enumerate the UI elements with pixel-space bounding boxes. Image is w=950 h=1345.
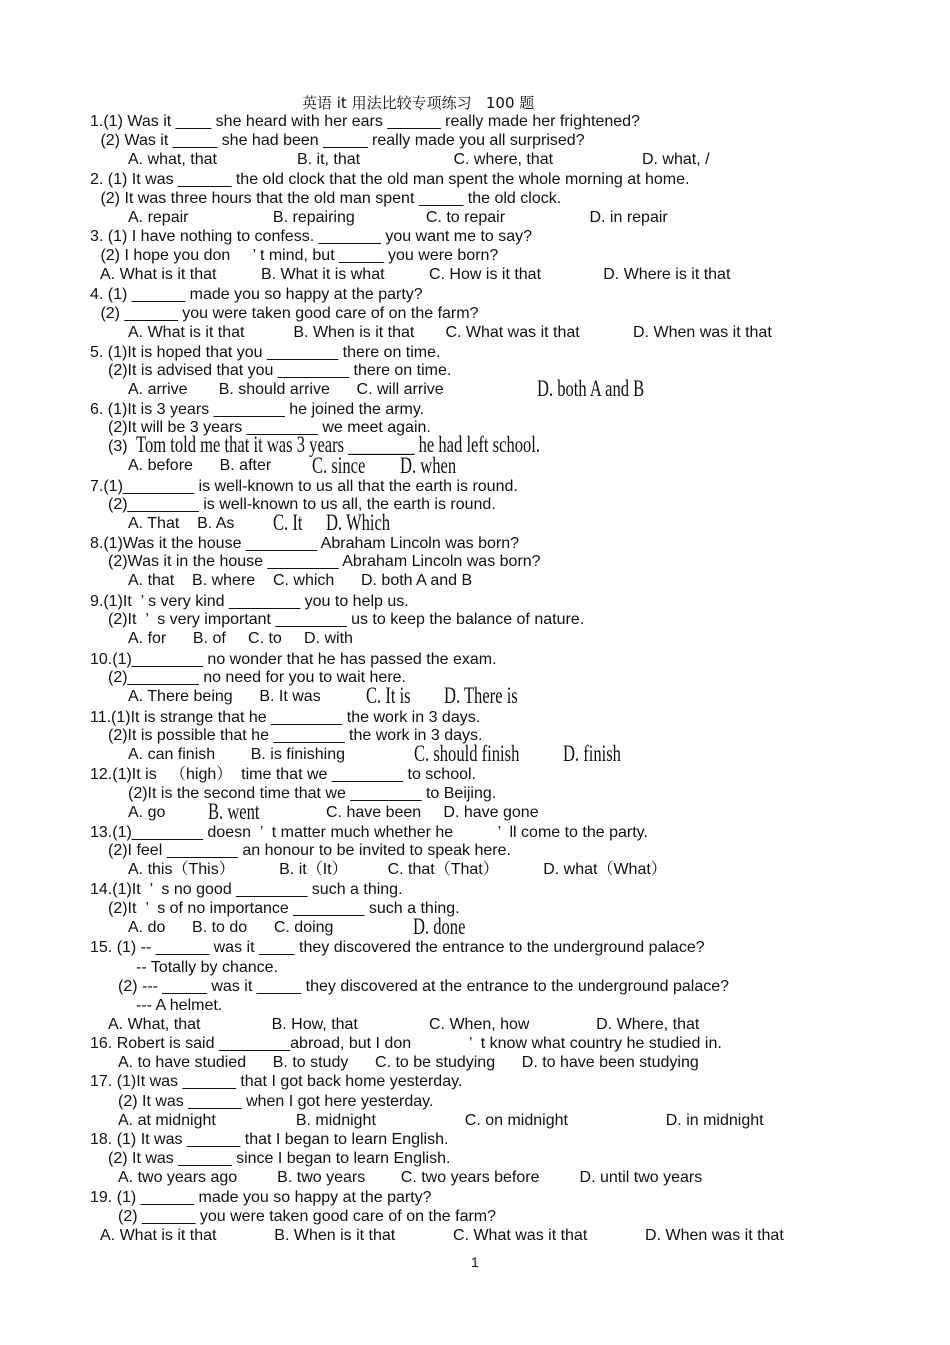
q18-options: A. two years ago B. two years C. two years before D. until two years — [118, 1169, 703, 1186]
q6-option-d-handwritten: D. when — [400, 453, 457, 478]
q7-line2: (2)________ is well-known to us all, the earth is round. — [108, 496, 496, 513]
q10-option-c-handwritten: C. It is — [366, 683, 411, 708]
q4-options: A. What is it that B. When is it that C. What was it that D. When was it that — [128, 324, 772, 341]
q14-line1: 14.(1)It ’ s no good ________ such a thing. — [90, 881, 403, 898]
q4-line2: (2) ______ you were taken good care of on the farm? — [96, 305, 479, 322]
q15-line2: (2) --- _____ was it _____ they discovered at the entrance to the underground palace? — [118, 978, 730, 995]
q4-line1: 4. (1) ______ made you so happy at the party? — [90, 286, 423, 303]
q15-answer2: --- A helmet. — [136, 997, 223, 1014]
q6-option-c-handwritten: C. since — [312, 453, 366, 478]
q9-options: A. for B. of C. to D. with — [128, 630, 353, 647]
q7-option-c-handwritten: C. It — [273, 510, 303, 535]
q12-options-cd: C. have been D. have gone — [326, 804, 539, 821]
q15-answer1: -- Totally by chance. — [136, 959, 278, 976]
q5-line1: 5. (1)It is hoped that you ________ there on time. — [90, 344, 441, 361]
q8-options: A. that B. where C. which D. both A and B — [128, 572, 473, 589]
q16-options: A. to have studied B. to study C. to be studying D. to have been studying — [118, 1054, 699, 1071]
q13-line1: 13.(1)________ doesn ’ t matter much whether he ’ ll come to the party. — [90, 824, 648, 841]
q7-option-d-handwritten: D. Which — [326, 510, 391, 535]
q9-line2: (2)It ’ s very important ________ us to keep the balance of nature. — [108, 611, 585, 628]
q17-options: A. at midnight B. midnight C. on midnight D. in midnight — [118, 1112, 764, 1129]
q5-options: A. arrive B. should arrive C. will arrive — [128, 381, 444, 398]
q13-options: A. this（This） B. it（It） C. that（That） D. what（What） — [128, 861, 667, 878]
q6-line1: 6. (1)It is 3 years ________ he joined the army. — [90, 401, 425, 418]
q11-line2: (2)It is possible that he ________ the work in 3 days. — [108, 727, 483, 744]
q6-line2: (2)It will be 3 years ________ we meet again. — [108, 419, 431, 436]
q11-option-c-handwritten: C. should finish — [414, 741, 520, 766]
q14-options: A. do B. to do C. doing — [128, 919, 334, 936]
q19-line1: 19. (1) ______ made you so happy at the party? — [90, 1189, 432, 1206]
q10-line1: 10.(1)________ no wonder that he has passed the exam. — [90, 651, 497, 668]
q12-option-a: A. go — [128, 804, 166, 821]
q1-line1: 1.(1) Was it ____ she heard with her ears ______ really made her frightened? — [90, 113, 640, 130]
q12-line1: 12.(1)It is （high） time that we ________ to school. — [90, 766, 476, 783]
q17-line2: (2) It was ______ when I got here yesterday. — [118, 1093, 434, 1110]
q15-options: A. What, that B. How, that C. When, how D. Where, that — [108, 1016, 700, 1033]
q12-option-b-handwritten: B. went — [208, 799, 260, 824]
q13-line2: (2)I feel ________ an honour to be invited to speak here. — [108, 842, 511, 859]
q1-options: A. what, that B. it, that C. where, that D. what, / — [128, 151, 710, 168]
q5-option-d-handwritten: D. both A and B — [537, 376, 645, 401]
q3-line2: (2) I hope you don ’ t mind, but _____ you were born? — [96, 247, 499, 264]
q3-line1: 3. (1) I have nothing to confess. _______ you want me to say? — [90, 228, 533, 245]
q18-line1: 18. (1) It was ______ that I began to learn English. — [90, 1131, 449, 1148]
q5-line2: (2)It is advised that you ________ there on time. — [108, 362, 452, 379]
q12-line2: (2)It is the second time that we ________ to Beijing. — [128, 785, 497, 802]
q8-line1: 8.(1)Was it the house ________ Abraham Lincoln was born? — [90, 535, 520, 552]
page-number: 1 — [471, 1254, 479, 1270]
q2-line1: 2. (1) It was ______ the old clock that the old man spent the whole morning at home. — [90, 171, 690, 188]
q1-line2: (2) Was it _____ she had been _____ really made you all surprised? — [96, 132, 585, 149]
q11-line1: 11.(1)It is strange that he ________ the work in 3 days. — [90, 709, 481, 726]
worksheet-title: 英语 it 用法比较专项练习 100 题 — [302, 94, 535, 112]
q10-line2: (2)________ no need for you to wait here. — [108, 669, 406, 686]
q14-line2: (2)It ’ s of no importance ________ such a thing. — [108, 900, 460, 917]
q17-line1: 17. (1)It was ______ that I got back home yesterday. — [90, 1073, 463, 1090]
q6-line3-number: (3) — [108, 438, 128, 455]
q14-option-d-handwritten: D. done — [413, 914, 466, 939]
q18-line2: (2) It was ______ since I began to learn English. — [108, 1150, 451, 1167]
q2-options: A. repair B. repairing C. to repair D. in repair — [128, 209, 668, 226]
q10-option-d-handwritten: D. There is — [444, 683, 518, 708]
q7-options: A. That B. As — [128, 515, 235, 532]
q8-line2: (2)Was it in the house ________ Abraham Lincoln was born? — [108, 553, 541, 570]
q16-line1: 16. Robert is said ________abroad, but I don ’ t know what country he studied in. — [90, 1035, 722, 1052]
q7-line1: 7.(1)________ is well-known to us all that the earth is round. — [90, 478, 518, 495]
q19-options: A. What is it that B. When is it that C. What was it that D. When was it that — [100, 1227, 784, 1244]
q15-line1: 15. (1) -- ______ was it ____ they discovered the entrance to the underground palace? — [90, 939, 705, 956]
q10-options: A. There being B. It was — [128, 688, 321, 705]
q11-option-d-handwritten: D. finish — [563, 741, 621, 766]
q11-options: A. can finish B. is finishing — [128, 746, 345, 763]
q19-line2: (2) ______ you were taken good care of on the farm? — [118, 1208, 497, 1225]
q3-options: A. What is it that B. What it is what C. How is it that D. Where is it that — [100, 266, 731, 283]
q2-line2: (2) It was three hours that the old man spent _____ the old clock. — [96, 190, 562, 207]
q9-line1: 9.(1)It ’ s very kind ________ you to help us. — [90, 593, 409, 610]
q6-options: A. before B. after — [128, 457, 272, 474]
q6-line3-handwritten: Tom told me that it was 3 years ________ he had left school. — [136, 432, 541, 457]
